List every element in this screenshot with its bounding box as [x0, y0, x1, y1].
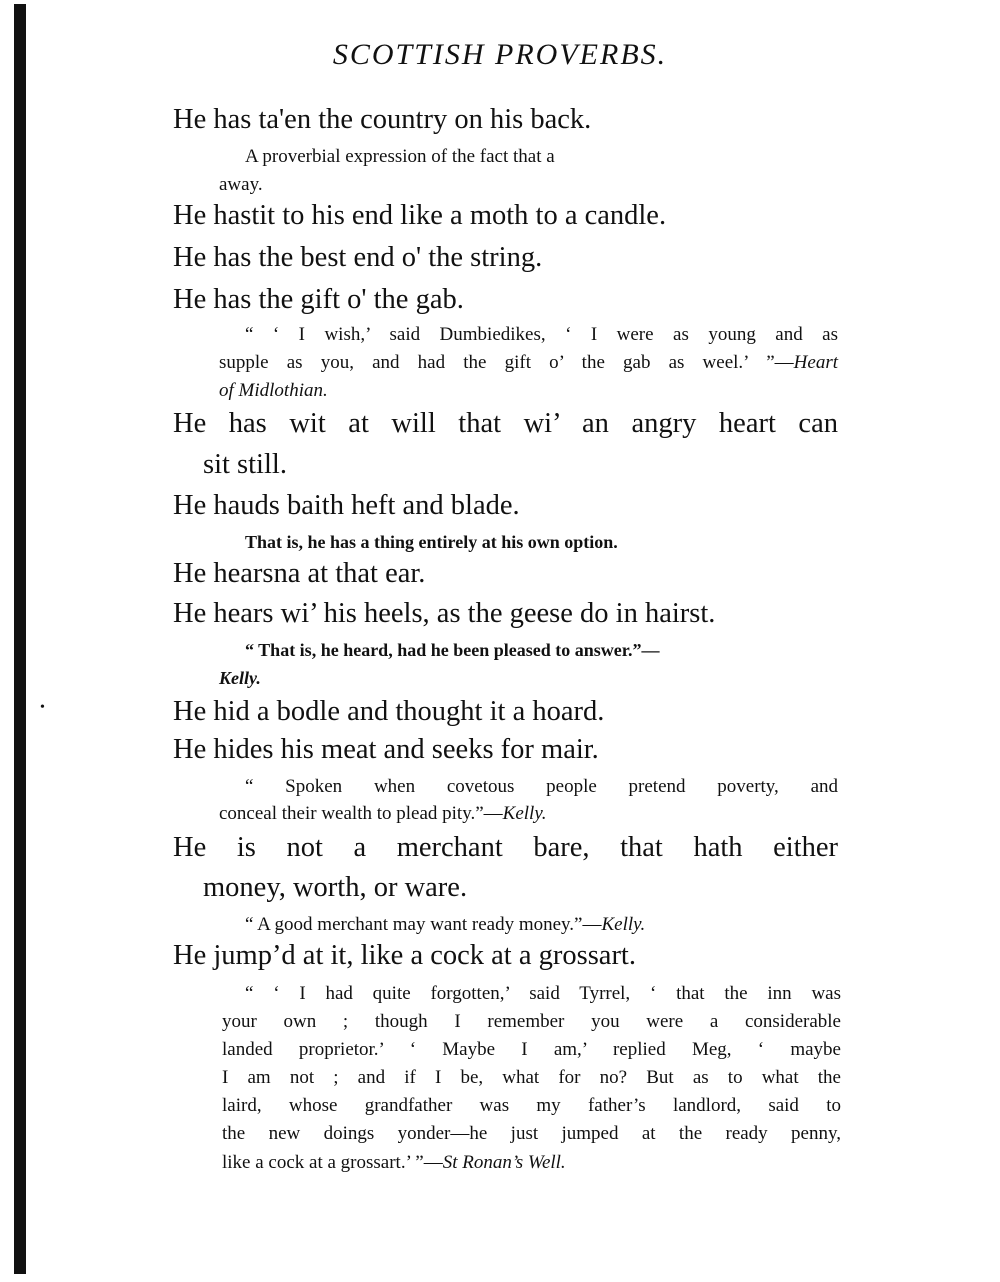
proverb-4: He has the gift o' the gab.	[173, 284, 464, 315]
margin-speck: •	[40, 700, 45, 715]
proverb-12-note-text: like a cock at a grossart.’ ”—	[222, 1152, 443, 1173]
proverb-12-note-line-5: laird, whose grandfather was my father’s landlord, said to	[222, 1095, 841, 1116]
proverb-8-source: Kelly.	[219, 668, 261, 688]
proverb-5-line-2: sit still.	[203, 449, 287, 480]
proverb-12-note-line-3: landed proprietor.’ ‘ Maybe I am,’ replied Meg, ‘ maybe	[222, 1039, 841, 1060]
proverb-12-note-line-6: the new doings yonder—he just jumped at the ready penny,	[222, 1123, 841, 1144]
proverb-10: He hides his meat and seeks for mair.	[173, 734, 599, 765]
proverb-12-note-line-2: your own ; though I remember you were a considerable	[222, 1011, 841, 1032]
proverb-12: He jump’d at it, like a cock at a grossart.	[173, 940, 636, 971]
proverb-8: He hears wi’ his heels, as the geese do in hairst.	[173, 598, 716, 629]
proverb-11-note	[245, 914, 645, 936]
proverb-4-note-text: supple as you, and had the gift o’ the gab as weel.’ ”—	[219, 352, 794, 373]
proverb-7: He hearsna at that ear.	[173, 558, 426, 589]
proverb-4-note-line-1: “ ‘ I wish,’ said Dumbiedikes, ‘ I were as young and as	[245, 324, 838, 345]
proverb-12-source: St Ronan’s Well.	[442, 1152, 566, 1173]
proverb-12-note-line-7	[222, 1152, 566, 1174]
proverb-4-note-line-2	[219, 352, 838, 374]
proverb-12-note-line-1: “ ‘ I had quite forgotten,’ said Tyrrel, ‘ that the inn was	[245, 983, 841, 1004]
proverb-1-note-line-1: A proverbial expression of the fact that a	[245, 146, 555, 167]
proverb-5-line-1: He has wit at will that wi’ an angry heart can	[173, 408, 838, 439]
proverb-10-note-text: conceal their wealth to plead pity.”—	[219, 803, 503, 824]
proverb-2: He hastit to his end like a moth to a candle.	[173, 200, 667, 231]
proverb-4-source-part-1: Heart	[793, 352, 838, 373]
proverb-12-note-line-4: I am not ; and if I be, what for no? But as to what the	[222, 1067, 841, 1088]
proverb-8-note-line-1: “ That is, he heard, had he been pleased to answer.”—	[245, 640, 660, 660]
proverb-9: He hid a bodle and thought it a hoard.	[173, 696, 605, 727]
proverb-1-note-line-2: away.	[219, 174, 263, 195]
proverb-11-note-text: “ A good merchant may want ready money.”—	[245, 914, 602, 935]
proverb-11-line-1: He is not a merchant bare, that hath either	[173, 832, 838, 863]
proverb-6-note: That is, he has a thing entirely at his own option.	[245, 532, 618, 552]
proverb-1: He has ta'en the country on his back.	[173, 104, 592, 135]
proverb-3: He has the best end o' the string.	[173, 242, 543, 273]
proverb-10-note-line-1: “ Spoken when covetous people pretend poverty, and	[245, 776, 838, 797]
page-title: SCOTTISH PROVERBS.	[332, 38, 668, 71]
proverb-11-line-2: money, worth, or ware.	[203, 872, 468, 903]
proverb-11-source: Kelly.	[601, 914, 646, 935]
proverb-10-source: Kelly.	[502, 803, 547, 824]
proverb-10-note-line-2	[219, 803, 546, 825]
proverb-6: He hauds baith heft and blade.	[173, 490, 520, 521]
proverb-4-source-part-2: of Midlothian.	[219, 380, 328, 401]
